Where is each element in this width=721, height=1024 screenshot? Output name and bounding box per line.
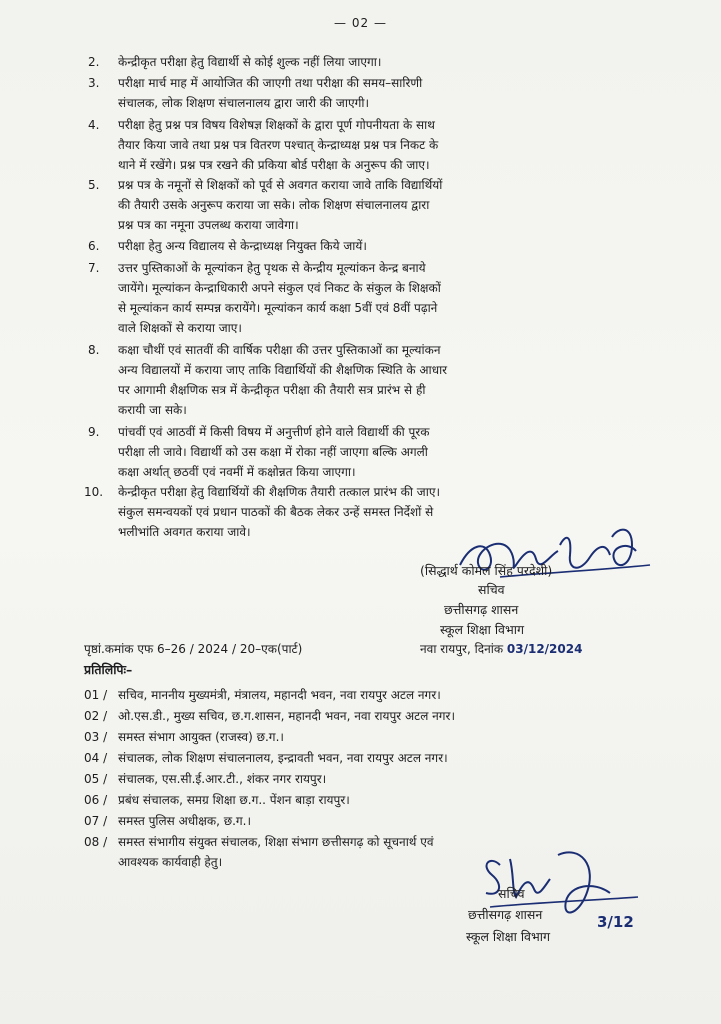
list-item (88, 422, 623, 482)
signatory-name: (सिद्धार्थ कोमल सिंह परदेशी) (420, 563, 553, 578)
reference-date (420, 640, 582, 657)
signatory2-govt: छत्तीसगढ़ शासन (468, 907, 543, 922)
item-line: उत्तर पुस्तिकाओं के मूल्यांकन हेतु पृथक से केन्द्रीय मूल्यांकन केन्द्र बनाये (118, 261, 426, 275)
copy-item (84, 790, 624, 810)
item-line: से मूल्यांकन कार्य सम्पन्न करायेंगे। मूल्यांकन कार्य कक्षा 5वीं एवं 8वीं पढ़ाने (118, 301, 438, 315)
item-number: 3. (88, 76, 100, 90)
item-line: कक्षा अर्थात् छठवीं एवं नवमीं में कक्षोन्नत किया जाएगा। (118, 465, 356, 479)
item-line: परीक्षा हेतु प्रश्न पत्र विषय विशेषज्ञ शिक्षकों के द्वारा पूर्ण गोपनीयता के साथ (118, 118, 435, 132)
copy-number: 04 / (84, 751, 108, 765)
list-item (88, 175, 623, 235)
copy-number: 06 / (84, 793, 108, 807)
copy-item (84, 769, 624, 789)
reference-place: नवा रायपुर, दिनांक (420, 642, 504, 656)
copy-heading: प्रतिलिपिः– (84, 662, 133, 677)
copy-number: 08 / (84, 835, 108, 849)
item-number: 7. (88, 261, 100, 275)
copy-number: 02 / (84, 709, 108, 723)
copy-item (84, 748, 624, 768)
item-number: 2. (88, 55, 100, 69)
item-number: 10. (84, 485, 104, 499)
item-line: थाने में रखेंगे। प्रश्न पत्र रखने की प्रकिया बोर्ड परीक्षा के अनुरूप की जाए। (118, 158, 430, 172)
list-item (88, 258, 623, 338)
item-line: पांचवीं एवं आठवीं में किसी विषय में अनुत्तीर्ण होने वाले विद्यार्थी की पूरक (118, 425, 430, 439)
copy-number: 03 / (84, 730, 108, 744)
item-line: अन्य विद्यालयों में कराया जाए ताकि विद्यार्थियों की शैक्षणिक स्थिति के आधार (118, 363, 448, 377)
copy-line: सचिव, माननीय मुख्यमंत्री, मंत्रालय, महानदी भवन, नवा रायपुर अटल नगर। (118, 688, 441, 702)
item-number: 6. (88, 239, 100, 253)
copy-line: प्रबंध संचालक, समग्र शिक्षा छ.ग.. पेंशन बाड़ा रायपुर। (118, 793, 350, 807)
list-item (88, 236, 623, 256)
item-number: 4. (88, 118, 100, 132)
item-line: भलीभांति अवगत कराया जावे। (118, 525, 251, 539)
item-line: प्रश्न पत्र के नमूनों से शिक्षकों को पूर्व से अवगत कराया जावे ताकि विद्यार्थियों (118, 178, 443, 192)
item-line: तैयार किया जावे तथा प्रश्न पत्र वितरण पश्चात् केन्द्राध्यक्ष प्रश्न पत्र निकट के (118, 138, 439, 152)
copy-item (84, 727, 624, 747)
list-item (88, 340, 623, 420)
item-line: केन्द्रीकृत परीक्षा हेतु विद्यार्थियों की शैक्षणिक तैयारी तत्काल प्रारंभ की जाए। (118, 485, 441, 499)
copy-number: 05 / (84, 772, 108, 786)
signatory-dept: स्कूल शिक्षा विभाग (440, 622, 525, 637)
signature-1 (440, 515, 670, 595)
copy-number: 01 / (84, 688, 108, 702)
copy-number: 07 / (84, 814, 108, 828)
reference-number: पृष्ठां.कमांक एफ 6–26 / 2024 / 20–एक(पार्ट) (84, 642, 303, 656)
handwritten-date: 03/12/2024 (506, 642, 583, 656)
item-line: केन्द्रीकृत परीक्षा हेतु विद्यार्थी से कोई शुल्क नहीं लिया जाएगा। (118, 55, 382, 69)
copy-line: संचालक, एस.सी.ई.आर.टी., शंकर नगर रायपुर। (118, 772, 327, 786)
copy-line: संचालक, लोक शिक्षण संचालनालय, इन्द्रावती भवन, नवा रायपुर अटल नगर। (118, 751, 448, 765)
item-line: करायी जा सके। (118, 403, 187, 417)
item-line: परीक्षा मार्च माह में आयोजित की जाएगी तथा परीक्षा की समय–सारिणी (118, 76, 423, 90)
item-line: संचालक, लोक शिक्षण संचालनालय द्वारा जारी की जाएगी। (118, 96, 369, 110)
signatory2-dept: स्कूल शिक्षा विभाग (466, 929, 551, 944)
signatory-designation: सचिव (478, 582, 505, 597)
item-line: पर आगामी शैक्षणिक सत्र में केन्द्रीकृत परीक्षा की तैयारी सत्र प्रारंभ से ही (118, 383, 426, 397)
handwritten-date-2: 3/12 (597, 913, 634, 931)
copy-line: समस्त पुलिस अधीक्षक, छ.ग.। (118, 814, 252, 828)
item-line: जायेंगे। मूल्यांकन केन्द्राधिकारी अपने संकुल एवं निकट के संकुल के शिक्षकों (118, 281, 441, 295)
item-number: 5. (88, 178, 100, 192)
list-item (88, 73, 623, 113)
copy-item (84, 685, 624, 705)
list-item (88, 52, 623, 72)
item-number: 9. (88, 425, 100, 439)
item-line: वाले शिक्षकों से कराया जाए। (118, 321, 242, 335)
item-line: परीक्षा हेतु अन्य विद्यालय से केन्द्राध्यक्ष नियुक्त किये जायें। (118, 239, 367, 253)
page-number: — 02 — (334, 16, 387, 30)
item-number: 8. (88, 343, 100, 357)
item-line: प्रश्न पत्र का नमूना उपलब्ध कराया जावेगा। (118, 218, 299, 232)
item-line: संकुल समन्वयकों एवं प्रधान पाठकों की बैठक लेकर उन्हें समस्त निर्देशों से (118, 505, 434, 519)
item-line: कक्षा चौथीं एवं सातवीं की वार्षिक परीक्षा की उत्तर पुस्तिकाओं का मूल्यांकन (118, 343, 441, 357)
signatory2-designation: सचिव (498, 886, 525, 901)
list-item (88, 115, 623, 175)
copy-line: समस्त संभाग आयुक्त (राजस्व) छ.ग.। (118, 730, 284, 744)
copy-line: समस्त संभागीय संयुक्त संचालक, शिक्षा संभाग छत्तीसगढ़ को सूचनार्थ एवं (118, 835, 434, 849)
item-line: की तैयारी उसके अनुरूप कराया जा सके। लोक शिक्षण संचालनालय द्वारा (118, 198, 430, 212)
copy-item (84, 706, 624, 726)
signatory-govt: छत्तीसगढ़ शासन (444, 602, 519, 617)
item-line: परीक्षा ली जावे। विद्यार्थी को उस कक्षा में रोका नहीं जाएगा बल्कि अगली (118, 445, 428, 459)
copy-line: ओ.एस.डी., मुख्य सचिव, छ.ग.शासन, महानदी भवन, नवा रायपुर अटल नगर। (118, 709, 456, 723)
copy-line: आवश्यक कार्यवाही हेतु। (118, 855, 223, 869)
copy-item (84, 811, 624, 831)
